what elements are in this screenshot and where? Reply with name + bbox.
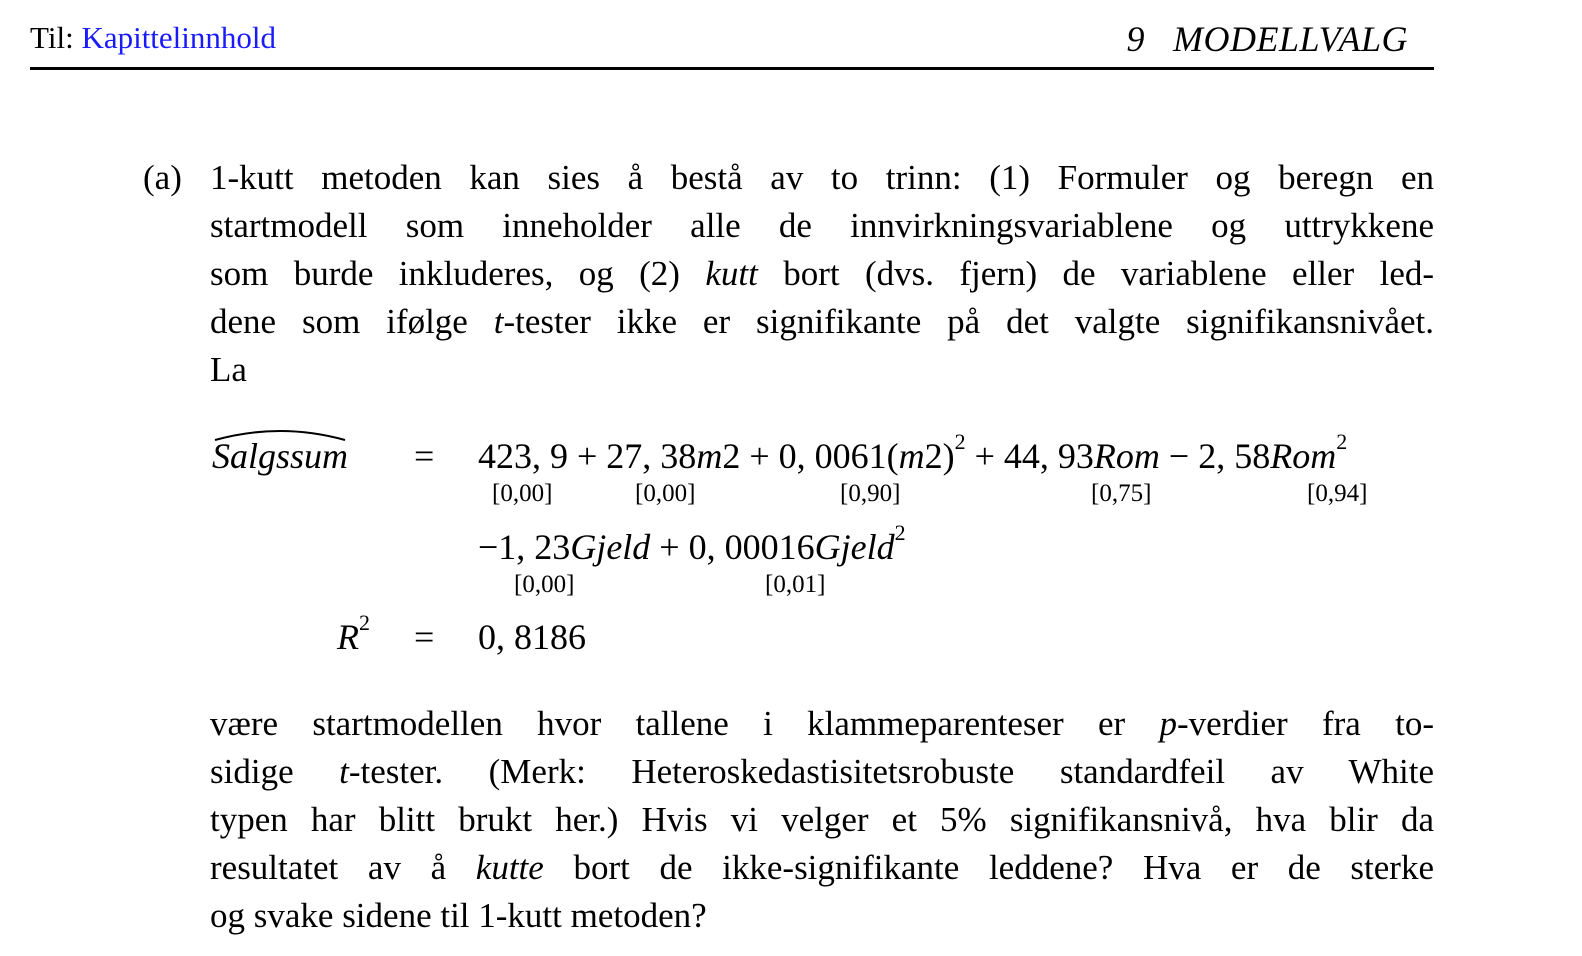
equation-row-2: −1, 23Gjeld + 0, 00016Gjeld$^2$: [478, 520, 906, 567]
equals-sign: =: [414, 436, 435, 476]
paragraph-question: [210, 700, 1434, 940]
p-value: [0,00]: [492, 480, 553, 507]
header-rule: [30, 67, 1434, 70]
chapter-number: 9: [1126, 19, 1145, 59]
chapter-title: MODELLVALG: [1172, 19, 1408, 59]
p-value: [0,94]: [1307, 480, 1368, 507]
p-value: [0,00]: [635, 480, 696, 507]
chapter-contents-link[interactable]: Kapittelinnhold: [81, 20, 277, 55]
r-squared-lhs: $R^2$: [337, 610, 370, 657]
text-line: sidige t-tester. (Merk: Heteroskedastisitetsrobuste standardfeil av White: [210, 752, 1434, 791]
text-line: 1-kutt metoden kan sies å bestå av to trinn: (1) Formuler og beregn en: [210, 158, 1434, 197]
item-label: (a): [143, 158, 182, 197]
chapter-heading: [1126, 18, 1408, 60]
p-value: [0,90]: [840, 480, 901, 507]
text-line: typen har blitt brukt her.) Hvis vi velger et 5% signifikansnivå, hva blir da: [210, 800, 1434, 839]
til-label: Til:: [30, 20, 74, 55]
p-value: [0,75]: [1091, 480, 1152, 507]
paragraph-intro: [210, 154, 1434, 394]
text-line: være startmodellen hvor tallene i klammeparenteser er p-verdier fra to-: [210, 704, 1434, 743]
text-line: som burde inkluderes, og (2) kutt bort (dvs. fjern) de variablene eller led-: [210, 254, 1435, 293]
r-squared-value: 0, 8186: [478, 617, 586, 657]
navigation-link-group: [30, 20, 276, 56]
equation-lhs: Salgssum: [212, 436, 349, 476]
text-line: startmodell som inneholder alle de innvirkningsvariablene og uttrykkene: [210, 206, 1434, 245]
text-line: resultatet av å kutte bort de ikke-signifikante leddene? Hva er de sterke: [210, 848, 1434, 887]
text-line: og svake sidene til 1-kutt metoden?: [210, 896, 707, 935]
text-line: dene som ifølge t-tester ikke er signifikante på det valgte signifikansnivået.: [210, 302, 1434, 341]
equals-sign: =: [414, 617, 435, 657]
p-value: [0,00]: [514, 571, 575, 598]
p-value: [0,01]: [765, 571, 826, 598]
equation-row-1: 423, 9 + 27, 38m2 + 0, $0061(m2)^2 + 44$, 93Rom − 2, 58Rom$^2$: [478, 429, 1348, 476]
text-line: La: [210, 350, 247, 389]
page-header: [30, 20, 1434, 70]
